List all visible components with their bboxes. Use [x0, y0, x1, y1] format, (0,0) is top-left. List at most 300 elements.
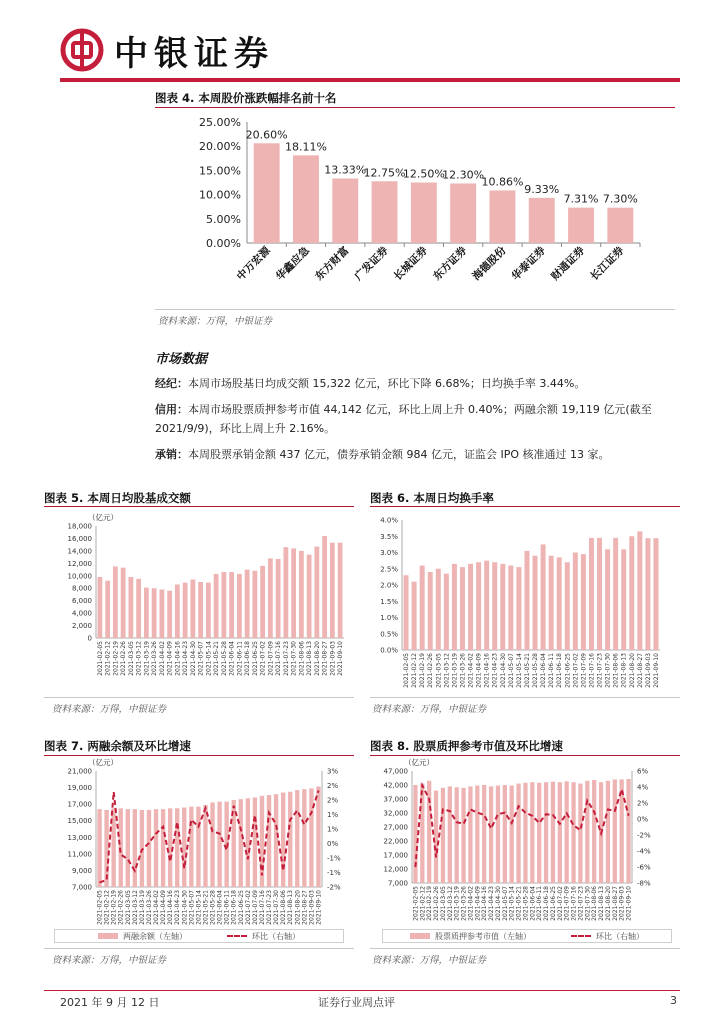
fig4-category-label: 华泰证券 [509, 244, 548, 283]
fig7-bar [281, 793, 285, 887]
fig8-bar [578, 784, 582, 883]
fig5-bar [338, 543, 343, 638]
fig7-title-rule [44, 755, 354, 756]
fig4-bar [372, 181, 398, 243]
fig8-date-label: 2021-03-19 [453, 886, 461, 921]
fig5-bar [268, 558, 273, 638]
fig4-category-label: 东方财富 [313, 244, 352, 283]
fig4-source: 资料来源：万得，中银证券 [158, 316, 273, 327]
fig7-ytick-label: 17,000 [67, 800, 92, 809]
fig5-ytick-label: 0 [87, 634, 92, 643]
fig5-bar [144, 588, 149, 638]
fig6-date-label: 2021-04-09 [475, 653, 483, 688]
fig5-date-label: 2021-07-02 [259, 641, 267, 676]
fig7-date-label: 2021-07-09 [251, 890, 259, 925]
fig7-y2tick-label: -2% [327, 883, 341, 892]
fig8-date-label: 2021-07-16 [570, 886, 578, 921]
fig8-source-rule [370, 948, 680, 949]
fig7-bar [203, 805, 207, 887]
fig6-bar [484, 561, 489, 650]
fig5-date-label: 2021-06-11 [236, 641, 244, 676]
fig6-title-rule [370, 506, 680, 507]
fig8-y2tick-label: -2% [637, 831, 651, 840]
fig6-date-label: 2021-06-11 [548, 653, 556, 688]
fig7-ytick-label: 11,000 [67, 850, 92, 859]
fig6-bar [557, 557, 562, 650]
fig5-bar [237, 574, 242, 638]
fig8-date-label: 2021-06-11 [536, 886, 544, 921]
fig8-bar [558, 782, 562, 883]
market-p2-label: 信用： [155, 403, 188, 416]
fig5-ytick-label: 4,000 [71, 609, 92, 618]
fig7-legend-line-swatch [227, 935, 247, 937]
fig8-date-label: 2021-06-04 [529, 886, 537, 921]
brand-name: 中银证券 [114, 33, 274, 74]
fig6-ytick-label: 1.5% [380, 597, 398, 606]
fig6-bar [468, 564, 473, 650]
fig8-date-label: 2021-07-30 [584, 886, 592, 921]
fig8-date-label: 2021-07-02 [556, 886, 564, 921]
fig6-bar [597, 538, 602, 650]
fig6-date-label: 2021-07-23 [596, 653, 604, 688]
fig7-date-label: 2021-02-05 [96, 890, 104, 925]
fig5-ytick-label: 16,000 [67, 534, 92, 543]
fig7-date-label: 2021-04-16 [167, 890, 175, 925]
fig8-date-label: 2021-03-12 [446, 886, 454, 921]
fig7-date-label: 2021-05-14 [195, 890, 203, 925]
fig7-ytick-label: 7,000 [71, 883, 92, 892]
fig6-date-label: 2021-09-10 [652, 653, 660, 688]
fig8-bar [413, 785, 417, 883]
fig7-legend-line-label: 环比（右轴） [252, 931, 300, 941]
fig7-date-label: 2021-04-30 [181, 890, 189, 925]
fig5-bar [206, 583, 211, 638]
fig4-source-rule [155, 309, 675, 310]
fig5-bar [183, 583, 188, 638]
fig6-date-label: 2021-06-04 [540, 653, 548, 688]
fig5-date-label: 2021-04-09 [166, 641, 174, 676]
fig6-bar [533, 556, 538, 650]
fig8-date-label: 2021-05-28 [522, 886, 530, 921]
fig5-ytick-label: 8,000 [71, 584, 92, 593]
fig5-date-label: 2021-07-30 [290, 641, 298, 676]
fig5-bar [175, 584, 180, 638]
market-para-brokerage [155, 374, 675, 393]
fig6-source-rule [370, 697, 680, 698]
fig5-ytick-label: 14,000 [67, 547, 92, 556]
fig4-category-label: 长城证券 [391, 244, 430, 283]
fig6-date-label: 2021-08-06 [612, 653, 620, 688]
fig5-ytick-label: 10,000 [67, 572, 92, 581]
fig8-ytick-label: 7,000 [387, 879, 408, 888]
fig8-date-label: 2021-07-23 [577, 886, 585, 921]
fig5-bar [128, 577, 133, 638]
fig7-bar [288, 792, 292, 887]
fig7-y2tick-label: 1% [327, 811, 339, 819]
fig5-ytick-label: 6,000 [71, 597, 92, 606]
fig8-y2tick-label: 4% [637, 783, 649, 792]
fig5-bar [152, 588, 157, 638]
fig5-date-label: 2021-02-19 [112, 641, 120, 676]
fig7-source-rule [44, 948, 354, 949]
fig8-bar [613, 779, 617, 883]
fig8-bar [441, 788, 445, 883]
fig6-date-label: 2021-02-05 [403, 653, 411, 688]
fig8-bar [544, 782, 548, 883]
fig6-bar [573, 553, 578, 651]
fig5-date-label: 2021-04-30 [189, 641, 197, 676]
fig5-date-label: 2021-05-14 [205, 641, 213, 676]
fig4-bar [529, 198, 555, 243]
fig8-legend-line-swatch [571, 935, 591, 937]
fig7-date-label: 2021-03-26 [145, 890, 153, 925]
fig5-date-label: 2021-03-26 [151, 641, 159, 676]
fig7-chart [44, 757, 354, 927]
fig5-bar [283, 547, 288, 638]
fig5-bar [113, 566, 118, 638]
market-para-credit [155, 400, 675, 438]
fig5-date-label: 2021-07-23 [282, 641, 290, 676]
fig7-date-label: 2021-07-23 [266, 890, 274, 925]
fig4-data-label: 7.30% [602, 192, 638, 206]
fig7-ytick-label: 9,000 [71, 866, 92, 875]
fig4-data-label: 9.33% [524, 182, 560, 196]
fig8-date-label: 2021-09-03 [618, 886, 626, 921]
fig8-date-label: 2021-06-25 [549, 886, 557, 921]
fig8-bar [475, 786, 479, 883]
fig6-date-label: 2021-06-25 [564, 653, 572, 688]
fig7-date-label: 2021-05-07 [188, 890, 196, 925]
fig4-data-label: 13.33% [324, 163, 367, 177]
fig5-date-label: 2021-09-03 [329, 641, 337, 676]
fig6-date-label: 2021-04-02 [467, 653, 475, 688]
market-p3-text: 本周股票承销金额 437 亿元，债券承销金额 984 亿元，证监会 IPO 核准通过 13 家。 [188, 448, 610, 461]
fig4-data-label: 18.11% [284, 140, 327, 154]
fig6-ytick-label: 0.5% [380, 630, 398, 639]
fig6-bar [541, 544, 546, 650]
fig6-date-label: 2021-02-19 [419, 653, 427, 688]
fig7-ytick-label: 21,000 [67, 767, 92, 776]
fig8-y2tick-label: -4% [637, 847, 651, 856]
fig8-bar [434, 791, 438, 883]
fig6-date-label: 2021-09-03 [644, 653, 652, 688]
fig4-category-label: 中万宏源 [234, 244, 273, 283]
fig8-date-label: 2021-04-02 [467, 886, 475, 921]
fig8-date-label: 2021-08-20 [604, 886, 612, 921]
market-p1-text: 本周市场股基日均成交额 15,322 亿元，环比下降 6.68%；日均换手率 3.44%。 [188, 377, 586, 390]
fig6-date-label: 2021-04-30 [499, 653, 507, 688]
fig8-date-label: 2021-05-07 [501, 886, 509, 921]
fig5-date-label: 2021-02-05 [96, 641, 104, 676]
fig7-y2tick-label: 2% [327, 782, 339, 790]
fig6-bar [605, 549, 610, 650]
fig7-date-label: 2021-08-06 [280, 890, 288, 925]
fig8-date-label: 2021-02-12 [419, 886, 427, 921]
fig5-bar [167, 591, 172, 638]
fig8-date-label: 2021-08-27 [611, 886, 619, 921]
fig8-date-label: 2021-02-19 [426, 886, 434, 921]
report-header [60, 24, 274, 76]
fig5-bar [159, 589, 164, 638]
fig7-date-label: 2021-03-12 [131, 890, 139, 925]
fig4-data-label: 12.30% [442, 168, 485, 182]
fig5-bar [260, 566, 265, 638]
fig8-bar [516, 784, 520, 883]
fig7-unit-label: （亿元） [88, 758, 118, 767]
fig6-bar [524, 551, 529, 650]
fig7-growth-line [100, 791, 319, 883]
fig8-source: 资料来源：万得，中银证券 [372, 955, 487, 966]
fig6-bar [637, 531, 642, 650]
fig7-bar [217, 802, 221, 887]
fig4-bar [332, 178, 358, 243]
fig5-ytick-label: 12,000 [67, 559, 92, 568]
fig8-date-label: 2021-08-06 [591, 886, 599, 921]
fig5-date-label: 2021-05-21 [213, 641, 221, 676]
fig7-bar [97, 809, 101, 887]
fig5-bar [314, 547, 319, 638]
fig7-legend-bar-swatch [98, 933, 118, 939]
fig6-ytick-label: 4.0% [380, 516, 398, 525]
fig6-date-label: 2021-05-14 [515, 653, 523, 688]
fig8-date-label: 2021-03-05 [439, 886, 447, 921]
fig7-bar [196, 807, 200, 887]
fig4-bar [411, 183, 437, 244]
fig8-ytick-label: 37,000 [383, 795, 408, 804]
fig7-bar [189, 807, 193, 887]
fig8-y2tick-label: -6% [637, 863, 651, 872]
fig5-date-label: 2021-07-09 [267, 641, 275, 676]
fig6-bar [444, 574, 449, 650]
fig8-bar [510, 786, 514, 883]
fig8-date-label: 2021-08-13 [598, 886, 606, 921]
fig7-ytick-label: 15,000 [67, 817, 92, 826]
fig5-date-label: 2021-06-25 [251, 641, 259, 676]
fig6-title: 图表 6. 本周日均换手率 [370, 491, 494, 505]
fig7-date-label: 2021-08-27 [301, 890, 309, 925]
fig7-date-label: 2021-07-16 [258, 890, 266, 925]
fig6-date-label: 2021-07-02 [572, 653, 580, 688]
fig4-data-label: 10.86% [481, 175, 524, 189]
fig6-bar [452, 564, 457, 650]
fig6-date-label: 2021-07-16 [588, 653, 596, 688]
fig8-bar [468, 786, 472, 883]
fig8-bar [592, 780, 596, 883]
fig6-bar [565, 562, 570, 650]
fig6-bar [428, 572, 433, 650]
fig8-bar [455, 787, 459, 883]
fig8-legend [382, 929, 672, 943]
fig4-category-label: 财通证券 [548, 244, 588, 283]
fig4-title-rule [155, 107, 675, 108]
fig4-bar [607, 208, 633, 243]
fig4-ytick-label: 0.00% [206, 237, 241, 250]
fig8-date-label: 2021-03-26 [460, 886, 468, 921]
fig8-ytick-label: 22,000 [383, 837, 408, 846]
fig7-bar [147, 810, 151, 887]
fig4-category-label: 长江证券 [588, 244, 627, 283]
fig7-date-label: 2021-05-28 [209, 890, 217, 925]
fig6-bar [404, 575, 409, 650]
fig5-bar [97, 577, 102, 638]
fig7-date-label: 2021-06-11 [223, 890, 231, 925]
fig6-bar [621, 549, 626, 650]
fig7-date-label: 2021-02-12 [103, 890, 111, 925]
fig4-bar [293, 155, 319, 243]
fig8-chart [370, 757, 680, 927]
fig6-ytick-label: 2.0% [380, 581, 398, 590]
fig5-bar [229, 572, 234, 638]
fig7-bar [210, 802, 214, 887]
fig5-unit-label: （亿元） [88, 513, 118, 522]
bank-of-china-logo-icon [60, 28, 104, 72]
fig7-date-label: 2021-09-03 [308, 890, 316, 925]
fig5-bar [121, 568, 126, 638]
fig6-ytick-label: 3.5% [380, 532, 398, 541]
fig7-bar [154, 809, 158, 887]
fig6-date-label: 2021-08-13 [620, 653, 628, 688]
fig7-date-label: 2021-06-25 [237, 890, 245, 925]
fig8-y2tick-label: 0% [637, 815, 649, 824]
fig4-bar [450, 183, 476, 243]
fig5-bar [105, 581, 110, 638]
fig7-y2tick-label: 1% [327, 825, 339, 834]
fig6-bar [613, 538, 618, 650]
fig6-date-label: 2021-02-12 [411, 653, 419, 688]
fig7-date-label: 2021-09-10 [315, 890, 323, 925]
fig5-date-label: 2021-03-12 [135, 641, 143, 676]
fig8-bar [489, 786, 493, 883]
fig7-bar [246, 798, 250, 887]
fig6-date-label: 2021-03-26 [459, 653, 467, 688]
fig6-bar [581, 554, 586, 650]
fig7-date-label: 2021-08-13 [287, 890, 295, 925]
fig7-y2tick-label: -1% [327, 869, 341, 877]
fig4-category-label: 广发证券 [352, 244, 391, 283]
fig8-ytick-label: 17,000 [383, 851, 408, 860]
fig8-legend-bar [410, 931, 531, 942]
fig6-ytick-label: 2.5% [380, 565, 398, 574]
fig7-y2tick-label: 0% [327, 840, 339, 848]
fig8-bar [551, 782, 555, 883]
fig4-data-label: 12.75% [363, 166, 406, 180]
fig7-bar [133, 809, 137, 887]
fig5-date-label: 2021-04-23 [182, 641, 190, 676]
fig7-y2tick-label: 3% [327, 767, 339, 776]
fig4-bar [489, 190, 515, 243]
fig4-category-label: 华鑫应急 [273, 244, 313, 283]
fig8-unit-label: （亿元） [404, 758, 434, 767]
market-p1-label: 经纪： [155, 377, 188, 390]
fig5-bar [291, 548, 296, 638]
fig7-bar [253, 798, 257, 887]
fig6-ytick-label: 0.0% [380, 646, 398, 655]
fig8-ytick-label: 42,000 [383, 781, 408, 790]
fig7-date-label: 2021-06-18 [230, 890, 238, 925]
fig8-legend-bar-swatch [410, 933, 430, 939]
fig7-legend [54, 929, 344, 943]
fig5-date-label: 2021-05-07 [197, 641, 205, 676]
fig6-bar [420, 566, 425, 651]
fig5-chart [44, 508, 354, 694]
fig7-y2tick-label: -1% [327, 854, 341, 863]
fig5-date-label: 2021-07-16 [275, 641, 283, 676]
fig8-title: 图表 8. 股票质押参考市值及环比增速 [370, 739, 563, 753]
fig7-date-label: 2021-08-20 [294, 890, 302, 925]
fig8-ytick-label: 27,000 [383, 823, 408, 832]
fig4-bar [254, 143, 280, 243]
fig8-legend-line [571, 931, 644, 942]
fig7-y2tick-label: 2% [327, 796, 339, 805]
fig7-date-label: 2021-05-21 [202, 890, 210, 925]
fig8-bar [503, 785, 507, 883]
fig7-date-label: 2021-04-23 [174, 890, 182, 925]
fig8-date-label: 2021-05-14 [508, 886, 516, 921]
fig8-date-label: 2021-05-21 [515, 886, 523, 921]
fig6-date-label: 2021-06-18 [556, 653, 564, 688]
fig7-bar [295, 790, 299, 887]
fig7-bar [239, 799, 243, 887]
fig4-data-label: 20.60% [245, 128, 288, 142]
fig5-source: 资料来源：万得，中银证券 [52, 704, 167, 715]
fig5-date-label: 2021-08-13 [306, 641, 314, 676]
fig6-chart [370, 508, 680, 694]
fig6-bar [476, 562, 481, 650]
fig8-bar [530, 782, 534, 883]
fig7-source: 资料来源：万得，中银证券 [52, 955, 167, 966]
fig8-date-label: 2021-04-23 [488, 886, 496, 921]
fig8-date-label: 2021-04-30 [494, 886, 502, 921]
fig6-date-label: 2021-08-20 [628, 653, 636, 688]
fig7-date-label: 2021-03-19 [138, 890, 146, 925]
market-p3-label: 承销： [155, 448, 188, 461]
fig8-date-label: 2021-04-16 [481, 886, 489, 921]
fig4-data-label: 12.50% [402, 167, 445, 181]
fig6-ytick-label: 3.0% [380, 549, 398, 557]
fig5-date-label: 2021-02-12 [104, 641, 112, 676]
fig5-bar [276, 559, 281, 638]
fig6-date-label: 2021-05-21 [523, 653, 531, 688]
fig5-bar [190, 580, 195, 638]
fig8-bar [606, 781, 610, 883]
fig7-legend-bar-label: 两融余额（左轴） [123, 931, 187, 941]
header-rule [60, 78, 680, 82]
fig7-title: 图表 7. 两融余额及环比增速 [44, 739, 191, 753]
fig6-date-label: 2021-07-30 [604, 653, 612, 688]
fig5-title: 图表 5. 本周日均股基成交额 [44, 491, 191, 505]
market-section-title: 市场数据 [155, 352, 208, 367]
footer-rule [44, 990, 680, 991]
fig6-date-label: 2021-03-12 [443, 653, 451, 688]
fig8-y2tick-label: -8% [637, 879, 651, 888]
fig6-bar [629, 536, 634, 650]
market-p2-text: 本周市场股票质押参考市值 44,142 亿元，环比上周上升 0.40%；两融余额 19,119 亿元(截至 2021/9/9)，环比上周上升 2.16%。 [155, 403, 652, 435]
fig8-bar [537, 783, 541, 883]
fig8-ytick-label: 32,000 [383, 809, 408, 818]
fig5-date-label: 2021-02-26 [120, 641, 128, 676]
footer-report-type: 证券行业周点评 [318, 996, 395, 1009]
fig6-bar [516, 567, 521, 650]
fig8-bar [571, 782, 575, 883]
fig8-y2tick-label: 2% [637, 799, 649, 808]
fig7-bar [274, 794, 278, 887]
fig7-date-label: 2021-02-19 [110, 890, 118, 925]
fig5-source-rule [44, 697, 354, 698]
fig5-date-label: 2021-06-04 [228, 641, 236, 676]
fig8-growth-line [415, 785, 628, 867]
fig5-date-label: 2021-08-20 [313, 641, 321, 676]
fig5-date-label: 2021-06-18 [244, 641, 252, 676]
